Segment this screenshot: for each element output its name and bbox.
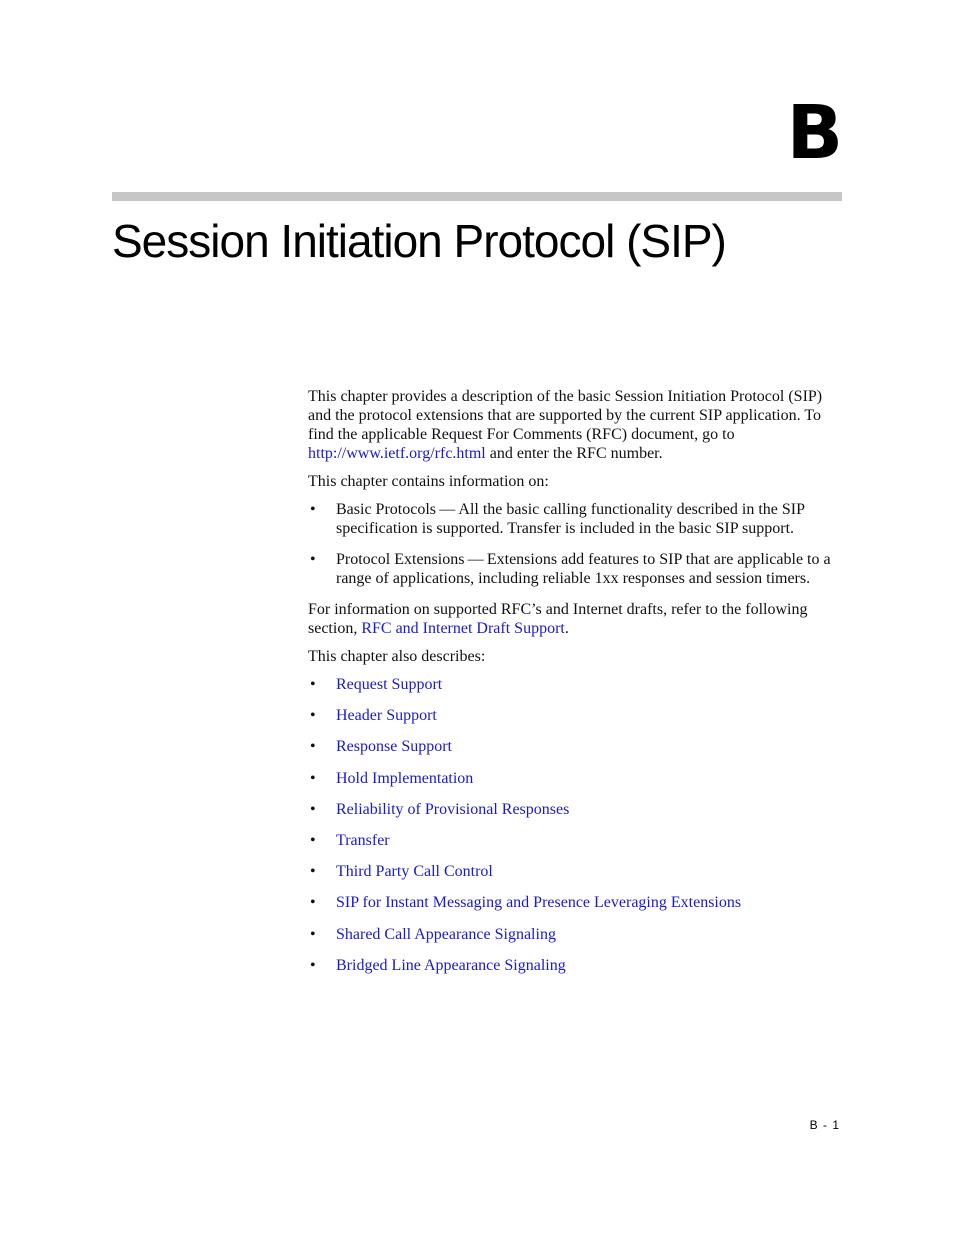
link-bridged-line-appearance[interactable]: Bridged Line Appearance Signaling: [336, 956, 566, 974]
link-hold-implementation[interactable]: Hold Implementation: [336, 769, 474, 787]
list-item-text: Basic Protocols — All the basic calling functionality described in the SIP specification is supported. Transfer is included in the basic SIP support.: [336, 501, 805, 537]
list-item: [308, 800, 842, 819]
list-item: [308, 500, 842, 538]
list-item: [308, 769, 842, 788]
rfc-paragraph: [308, 600, 842, 638]
page-number: B - 1: [809, 1118, 840, 1132]
link-third-party-call-control[interactable]: Third Party Call Control: [336, 863, 493, 881]
bullet-icon: •: [310, 831, 316, 849]
list-item: [308, 737, 842, 756]
list-item: [308, 550, 842, 588]
ietf-rfc-link[interactable]: http://www.ietf.org/rfc.html: [308, 445, 486, 462]
bullet-icon: •: [310, 863, 316, 881]
bullet-icon: •: [310, 738, 316, 756]
info-bullet-list: [308, 500, 842, 588]
list-item-text: Protocol Extensions — Extensions add features to SIP that are applicable to a range of applications, including reliable 1xx responses and session timers.: [336, 551, 831, 587]
list-item: [308, 831, 842, 850]
chapter-title: Session Initiation Protocol (SIP): [112, 215, 726, 267]
rfc-text-end: .: [564, 620, 569, 637]
bullet-icon: •: [310, 769, 316, 787]
bullet-icon: •: [310, 800, 316, 818]
rfc-draft-support-link[interactable]: RFC and Internet Draft Support: [361, 620, 565, 637]
link-shared-call-appearance[interactable]: Shared Call Appearance Signaling: [336, 925, 556, 943]
list-item: [308, 956, 842, 975]
chapter-letter: B: [786, 90, 842, 176]
list-item: [308, 925, 842, 944]
list-item: [308, 893, 842, 912]
bullet-icon: •: [310, 894, 316, 912]
intro-paragraph: [308, 387, 842, 463]
link-sip-instant-messaging[interactable]: SIP for Instant Messaging and Presence Leveraging Extensions: [336, 894, 742, 912]
chapter-rule: [112, 192, 842, 201]
link-reliability-provisional-responses[interactable]: Reliability of Provisional Responses: [336, 800, 570, 818]
bullet-icon: •: [310, 551, 316, 568]
link-response-support[interactable]: Response Support: [336, 738, 452, 756]
link-request-support[interactable]: Request Support: [336, 676, 443, 693]
intro-text: This chapter provides a description of the basic Session Initiation Protocol (SIP) and the protocol extensions that are supported by the current SIP application. To find the applicable Request For Comments (RFC) document, go to: [308, 388, 823, 443]
bullet-icon: •: [310, 676, 316, 693]
list-item: [308, 706, 842, 725]
link-transfer[interactable]: Transfer: [336, 831, 390, 849]
bullet-icon: •: [310, 956, 316, 974]
link-header-support[interactable]: Header Support: [336, 707, 437, 725]
list-item: [308, 862, 842, 881]
bullet-icon: •: [310, 925, 316, 943]
rfc-text: For information on supported RFC’s and Internet drafts, refer to the following section,: [308, 601, 808, 637]
list-item: [308, 675, 842, 694]
topic-link-list: [308, 675, 842, 975]
bullet-icon: •: [310, 501, 316, 518]
chapter-body: [308, 387, 842, 987]
intro-text-end: and enter the RFC number.: [485, 445, 663, 462]
contains-heading: This chapter contains information on:: [308, 473, 549, 490]
bullet-icon: •: [310, 707, 316, 725]
describes-heading: This chapter also describes:: [308, 648, 486, 665]
